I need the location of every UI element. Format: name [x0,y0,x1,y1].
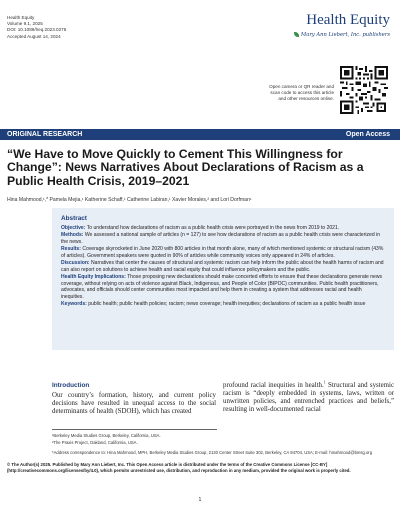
implications-label: Health Equity Implications: [61,273,126,280]
keywords-text: public health; public health policies; racism; news coverage; health inequities; declarations of racism as a public health issue [88,301,366,308]
footnote-correspondence: *Address correspondence to: Hina Mahmood, MPH, Berkeley Media Studies Group, 2130 Center Street Suite 302, Berkeley, CA 94704, USA; E-mail: hmahmood@bmsg.org [52,450,373,455]
abstract-keywords [61,301,385,308]
discussion-label: Discussion: [61,260,90,267]
keywords-label: Keywords: [61,301,87,308]
methods-label: Methods: [61,232,84,239]
implications-text: Those proposing new declarations should make concerted efforts to ensure that these declarations generate news coverage, without relying on acts of violence against Black, Indigenous, and People of Color (BIPOC) communities. Public health practitioners, advocates, and officials should center communities most impacted and help them in creating a system that addresses racial and health inequities. [61,273,383,300]
methods-text: We assessed a national sample of articles (n = 127) to see how declarations of racism as a public health crisis were characterized in the news. [61,232,380,245]
section-bar [0,129,400,140]
publisher-name: Mary Ann Liebert, Inc. publishers [300,32,390,38]
journal-logo-title: Health Equity [306,12,390,28]
article-meta [7,15,66,40]
objective-text: To understand how declarations of racism as a public health crisis were portrayed in the news from 2019 to 2021. [86,225,340,231]
results-text: Coverage skyrocketed in June 2020 with 800 articles in that month alone, many of which mentioned systemic or structural racism (43% of articles). Government speakers were quoted in 90% of articles while community voices only appeared in 24% of articles. [61,246,384,259]
discussion-text: Narratives that center the causes of structural and systemic racism can help inform the public about the health harms of racism and can also report on solutions to achieve health and racial equity that could influence policymakers and the public. [61,260,384,273]
abstract-objective [61,225,385,232]
abstract-results [61,246,385,259]
abstract-discussion [61,260,385,273]
publisher-logo [294,32,390,38]
citation-ref[interactable]: 1 [323,379,326,385]
meta-journal: Health Equity [7,15,35,20]
qr-instructions: Open camera or QR reader and scan code to access this article and other resources online. [269,84,334,101]
qr-code-icon[interactable] [340,66,388,114]
abstract-box [52,208,394,350]
abstract-methods [61,232,385,245]
meta-doi[interactable]: DOI: 10.1089/heq.2023.0276 [7,27,67,33]
footnote-affiliation-2: ²The Praxis Project, Oakland, California, USA. [52,440,138,445]
objective-label: Objective: [61,225,86,231]
body-text-b: Structural and systemic racism is “deeply embedded in systems, laws, written or unwritten policies, and entrenched practices and beliefs,” resulting in well-documented racial [223,382,395,414]
abstract-implications [61,274,385,301]
footnote-divider [52,429,217,430]
page-number: 1 [198,497,202,503]
body-column-right [223,379,395,414]
introduction-heading: Introduction [52,382,90,389]
open-access-label: Open Access [345,130,390,138]
results-label: Results: [61,246,81,253]
meta-volume: Volume 9.1, 2025 [7,21,43,27]
license-statement: © The Author(s) 2025. Published by Mary Ann Liebert, Inc. This Open Access article is distributed under the terms of the Creative Commons License [CC-BY] (http://creativecommons.org/licenses/by/4.0), which permits unrestricted use, distribution, and reproduction in any medium, provided the original work is properly cited. [7,462,351,473]
abstract-heading: Abstract [61,215,87,222]
article-title: “We Have to Move Quickly to Cement This Willingness for Change”: News Narratives About Declarations of Racism as a Public Health Crisis, 2019–2021 [7,147,364,188]
author-list: Hina Mahmood,¹,* Pamela Mejia,¹ Katherine Schaff,¹ Catherine Labiran,¹ Xavier Morales,² and Lori Dorfman¹ [7,197,252,203]
article-type-label: ORIGINAL RESEARCH [7,130,83,138]
meta-accepted: Accepted August 14, 2024 [7,33,61,39]
body-column-left: Our country’s formation, history, and current policy decisions have resulted in unequal access to the social determinants of health (SDOH), which has created [52,392,216,416]
footnote-affiliation-1: ¹Berkeley Media Studies Group, Berkeley, California, USA. [52,433,161,438]
leaf-icon [294,32,299,37]
body-text-a: profound racial inequities in health. [223,382,324,389]
